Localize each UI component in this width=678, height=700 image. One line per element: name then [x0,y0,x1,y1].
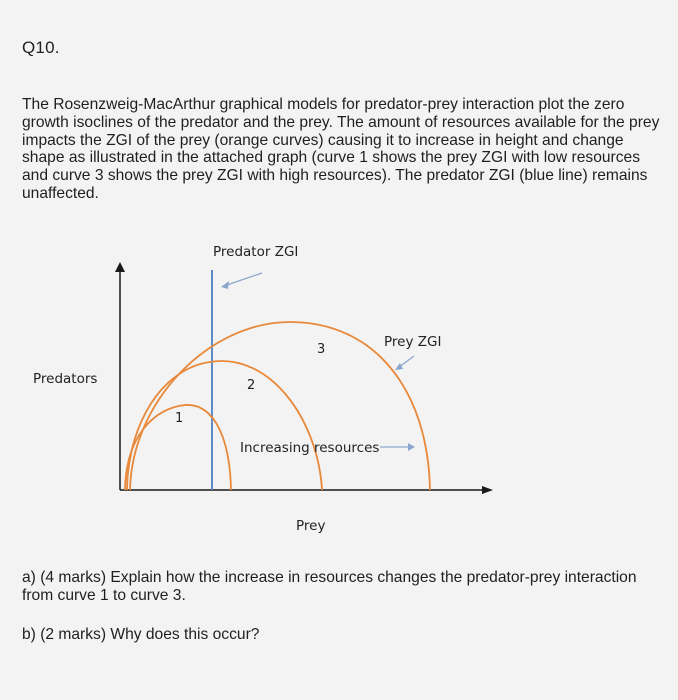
prey-zgi-label: Prey ZGI [384,334,442,350]
question-b-text: b) (2 marks) Why does this occur? [22,626,260,643]
increasing-resources-label: Increasing resources [240,440,380,456]
curve-3-label: 3 [317,342,326,357]
prey-zgi-curve-2 [127,361,322,490]
curve-1-label: 1 [175,411,184,426]
predator-zgi-pointer [224,273,262,286]
predator-zgi-pointer-head [221,281,229,289]
y-axis-arrow [115,262,125,272]
question-a-text: a) (4 marks) Explain how the increase in resources changes the predator-prey interaction from curve 1 to curve 3. [22,569,637,604]
y-axis-label: Predators [33,371,98,387]
question-intro-text: The Rosenzweig-MacArthur graphical models for predator-prey interaction plot the zero growth isoclines of the predator and the prey. The amount of resources available for the prey impacts the ZGI of the prey (orange curves) causing it to increase in height and change shape as illustrated in the attached graph (curve 1 shows the prey ZGI with low resources and curve 3 shows the prey ZGI with high resources). The predator ZGI (blue line) remains unaffected. [22,96,660,202]
x-axis-label: Prey [296,518,326,534]
prey-zgi-pointer-head [395,363,403,370]
x-axis-arrow [482,486,493,494]
predator-zgi-label: Predator ZGI [213,244,299,260]
curve-2-label: 2 [247,378,256,393]
question-number: Q10. [22,38,60,57]
increasing-resources-arrow-head [408,443,415,451]
